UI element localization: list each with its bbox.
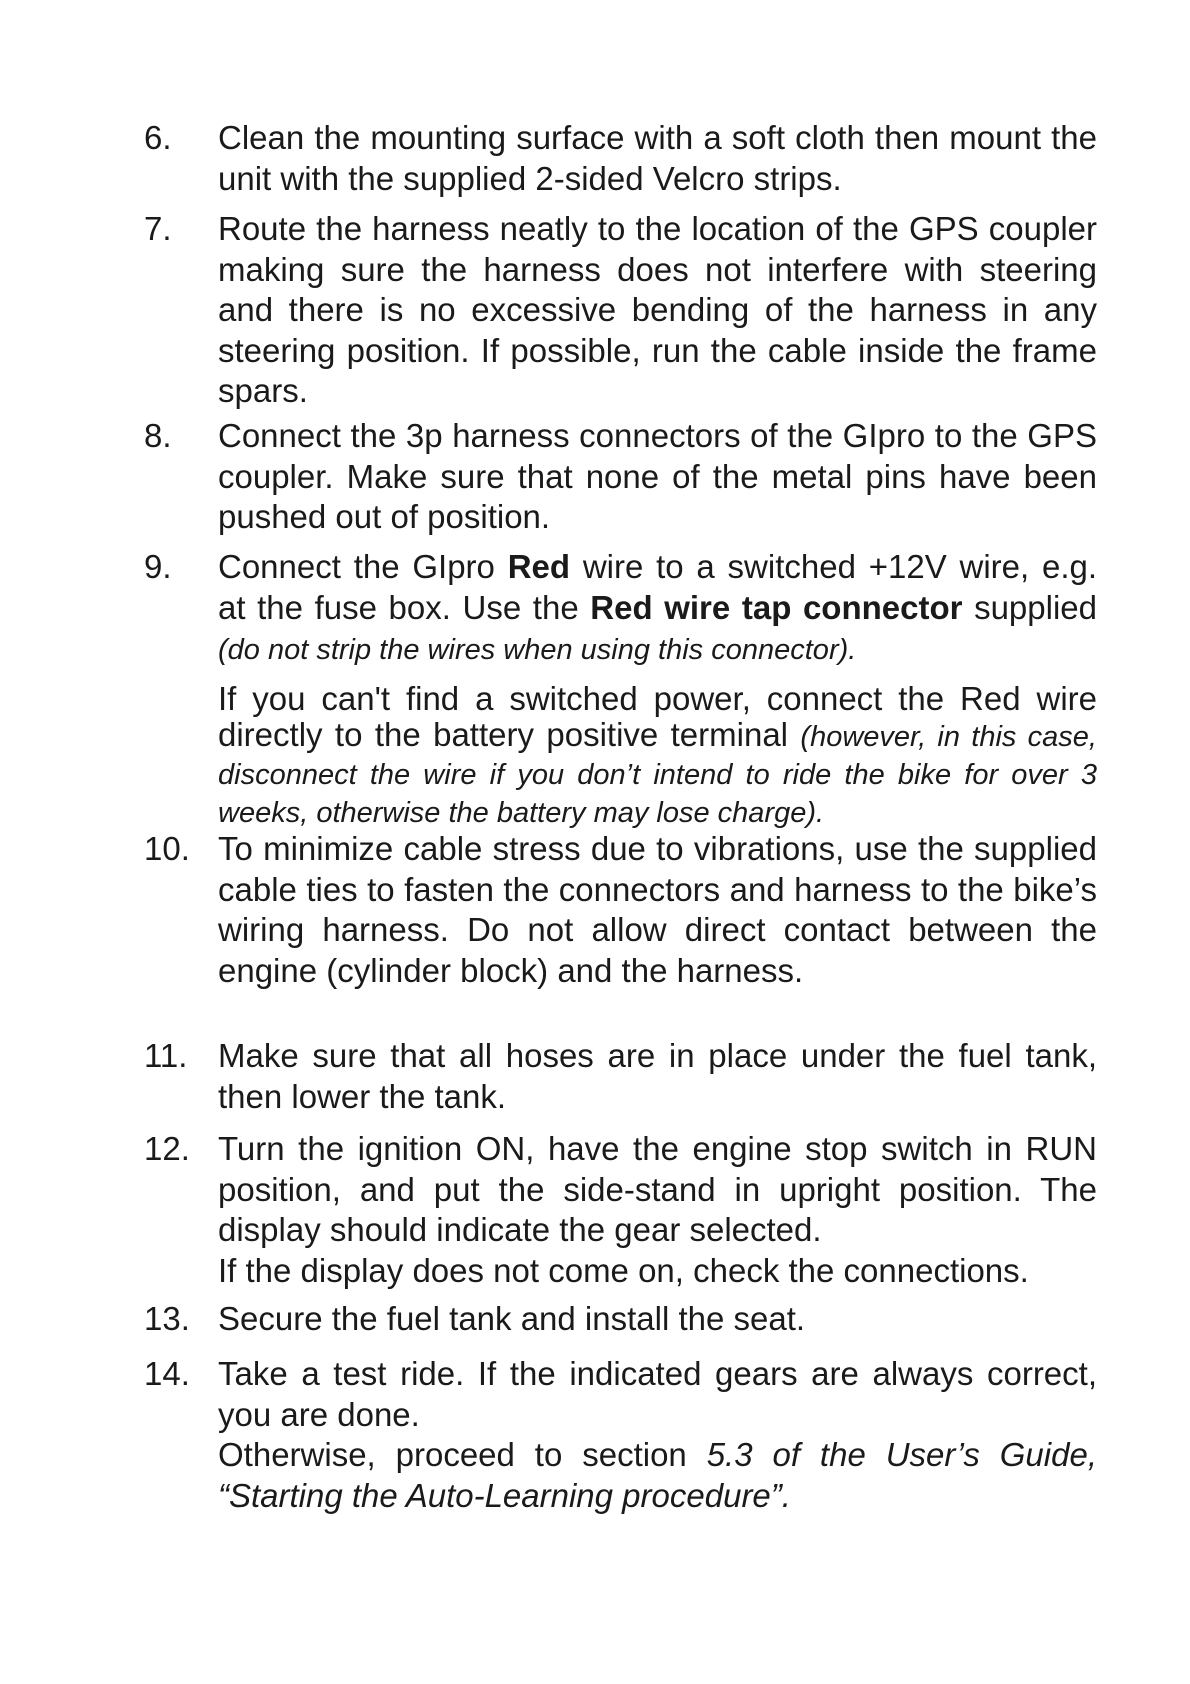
- text-run: Connect the GIpro: [218, 548, 508, 585]
- step-text: Make sure that all hoses are in place under the fuel tank, then lower the tank.: [218, 1037, 1097, 1115]
- step-text: Turn the ignition ON, have the engine stop switch in RUN position, and put the side-stand in upright position. The display should indicate the gear selected.: [218, 1130, 1097, 1249]
- text-run: If you can't find a switched power, connect the Red wire directly to the battery positive terminal: [218, 679, 1097, 753]
- step-text: Connect the 3p harness connectors of the GIpro to the GPS coupler. Make sure that none of the metal pins have been pushed out of position.: [218, 417, 1097, 536]
- step-text: Take a test ride. If the indicated gears are always correct, you are done.: [218, 1355, 1097, 1433]
- text-run: Otherwise, proceed to section: [218, 1436, 707, 1474]
- text-bold-red: Red: [507, 548, 571, 585]
- text-italic-note: (do not strip the wires when using this connector).: [218, 634, 857, 667]
- step-number: 11.: [144, 1037, 188, 1074]
- step-number: 6.: [144, 119, 172, 156]
- step-number: 13.: [144, 1300, 190, 1337]
- step-number: 12.: [144, 1130, 190, 1167]
- step-text-power: [218, 547, 1097, 671]
- step-text: Clean the mounting surface with a soft cloth then mount the unit with the supplied 2-sided Velcro strips.: [218, 119, 1097, 197]
- step-number: 8.: [144, 417, 172, 454]
- step-text: Secure the fuel tank and install the seat.: [218, 1300, 806, 1337]
- step-number: 10.: [144, 830, 190, 867]
- step-text: Route the harness neatly to the location of the GPS coupler making sure the harness does not interfere with steering and there is no excessive bending of the harness in any steering position. If possible, run the cable inside the frame spars.: [218, 210, 1097, 410]
- text-run: supplied: [962, 588, 1097, 626]
- text-italic-note: (however, in this case, disconnect the wire if you don’t intend to ride the bike for over 3 weeks, otherwise the battery may lose charge).: [218, 720, 1097, 829]
- step-text: To minimize cable stress due to vibrations, use the supplied cable ties to fasten the connectors and harness to the bike’s wiring harness. Do not allow direct contact between the engine (cylinder block) and the harness.: [218, 830, 1097, 989]
- step-number: 7.: [144, 210, 172, 247]
- step-number: 9.: [144, 548, 172, 585]
- step-number: 14.: [144, 1355, 190, 1392]
- text-italic-reference: 5.3 of the User’s Guide, “Starting the Auto-Learning procedure”.: [218, 1436, 1097, 1514]
- step-text-otherwise: [218, 1435, 1097, 1516]
- text-run: wire to a switched +12V wire, e.g. at the fuse box. Use the: [218, 548, 1098, 626]
- text-bold-connector: Red wire tap connector: [590, 588, 963, 626]
- step-text-check: If the display does not come on, check the connections.: [218, 1251, 1029, 1289]
- step-text-battery: [218, 681, 1097, 831]
